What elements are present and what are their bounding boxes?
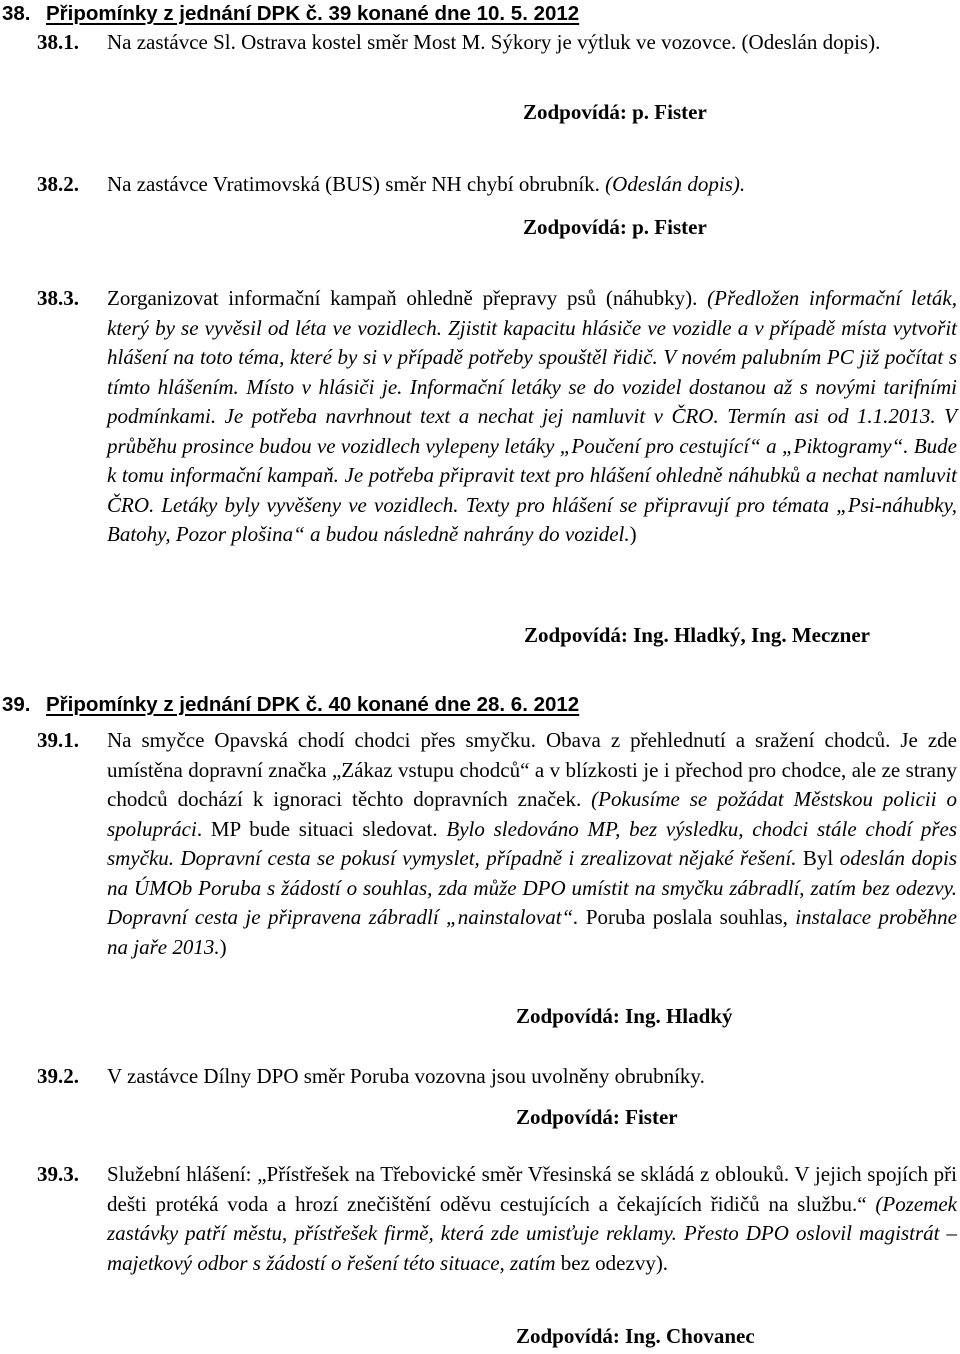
- item-number: 39.1.: [37, 728, 79, 752]
- section-39-heading: [2, 692, 579, 718]
- section-39-number: 39.: [2, 693, 31, 716]
- responsible-38-3: Zodpovídá: Ing. Hladký, Ing. Meczner: [524, 623, 870, 647]
- item-38-3: [37, 284, 957, 550]
- responsible-39-3: Zodpovídá: Ing. Chovanec: [516, 1324, 755, 1348]
- section-39-title: Připomínky z jednání DPK č. 40 konané dne 28. 6. 2012: [46, 693, 580, 716]
- item-text-plain: Poruba poslala souhlas,: [578, 905, 796, 929]
- item-text-plain: ): [219, 934, 227, 959]
- item-text-plain: Byl: [796, 846, 840, 870]
- section-38-title: Připomínky z jednání DPK č. 39 konané dne 10. 5. 2012: [46, 2, 580, 25]
- item-text-plain: bez odezvy).: [555, 1250, 669, 1275]
- item-text-plain: . MP bude situaci sledovat.: [196, 816, 447, 841]
- item-text-italic: Dopravní cesta se pokusí vymyslet, případně i zrealizovat nějaké řešení.: [174, 846, 797, 870]
- item-text: [107, 1160, 957, 1278]
- item-text-plain: ): [629, 522, 637, 546]
- item-text-italic: (Pozemek zastávky patří městu: [107, 1191, 957, 1245]
- item-text-italic: (Předložen informační leták, který by se vyvěsil od léta ve vozidlech. Zjistit kapacitu hlásiče ve vozidle a v případě místa vytvořit hlášení na toto téma, které by si v případě potřeby spouštěl řidič. V novém palubním PC již počítat s tímto hlášením. Místo v hlásiči je. Informační letáky se do vozidel dostanou až s novými tarifními podmínkami. Je potřeba navrhnout text a nechat jej namluvit v ČRO. Termín asi od 1.1.2013. V průběhu prosince budou ve vozidlech vylepeny letáky „Poučení pro cestující“ a „Piktogramy“. Bude k tomu informační kampaň. Je potřeba připravit text pro hlášení ohledně náhubků a nechat namluvit ČRO. Letáky byly vyvěšeny ve vozidlech. Texty pro hlášení se připravují pro témata „Psi-náhubky, Batohy, Pozor plošina“ a budou následně nahrány do vozidel.: [107, 286, 957, 546]
- item-number: 38.1.: [37, 30, 79, 54]
- item-text-plain: Služební hlášení: „Přístřešek na Třebovické směr Vřesinská se skládá z oblouků. V jejich spojích při dešti protéká voda a hrozí znečištění oděvu cestujících a čekajících řidičů na službu.“: [107, 1162, 957, 1216]
- responsible-38-2: Zodpovídá: p. Fister: [523, 215, 707, 239]
- item-39-1: [37, 726, 957, 962]
- item-text: [107, 170, 957, 200]
- item-number: 38.3.: [37, 286, 79, 310]
- item-39-2: [37, 1062, 957, 1092]
- item-text: [107, 284, 957, 550]
- responsible-38-1: Zodpovídá: p. Fister: [523, 100, 707, 124]
- item-text-italic: odeslán dopis na ÚMOb Poruba s žádostí o souhlas, zda může DPO umístit na smyčku zábradlí, zatím bez odezvy. Dopravní cesta je připravena zábradlí „nainstalovat“.: [107, 846, 958, 929]
- item-text-italic: Bylo sledováno MP, bez výsledku, chodci stále chodí přes smyčku.: [107, 816, 957, 870]
- item-38-1: [37, 28, 957, 58]
- item-text-italic: instalace proběhne na jaře 2013.: [107, 905, 958, 959]
- item-text-plain: ,: [282, 1221, 295, 1245]
- item-text: V zastávce Dílny DPO směr Poruba vozovna jsou uvolněny obrubníky.: [107, 1064, 705, 1088]
- item-number: 39.3.: [37, 1162, 79, 1186]
- item-number: 39.2.: [37, 1064, 79, 1088]
- item-text: Na zastávce Sl. Ostrava kostel směr Most M. Sýkory je výtluk ve vozovce. (Odeslán dopis).: [107, 30, 881, 54]
- item-number: 38.2.: [37, 172, 79, 196]
- item-text-plain: Na smyčce Opavská chodí chodci přes smyčku. Obava z přehlednutí a sražení chodců. Je zde umístěna dopravní značka „Zákaz vstupu chodců“ a v blízkosti je i přechod pro chodce, ale ze strany chodců dochází k ignoraci těchto dopravních značek.: [107, 728, 957, 811]
- item-text-italic: přístřešek firmě, která zde umisťuje reklamy. Přesto DPO oslovil magistrát – majetkový odbor s žádostí o řešení této situace, zatím: [107, 1221, 958, 1275]
- item-text-plain: Na zastávce Vratimovská (BUS) směr NH chybí obrubník.: [107, 172, 606, 196]
- section-38-heading: [2, 1, 579, 27]
- item-text-italic: (Pokusíme se požádat Městskou policii o spolupráci: [107, 787, 957, 841]
- item-text-plain: Zorganizovat informační kampaň ohledně přepravy psů (náhubky).: [107, 286, 708, 310]
- item-text: [107, 726, 957, 962]
- item-39-3: [37, 1160, 957, 1278]
- item-38-2: [37, 170, 957, 200]
- section-38-number: 38.: [2, 2, 31, 25]
- item-text-italic: (Odeslán dopis).: [605, 172, 746, 196]
- responsible-39-1: Zodpovídá: Ing. Hladký: [516, 1004, 733, 1028]
- responsible-39-2: Zodpovídá: Fister: [516, 1105, 678, 1129]
